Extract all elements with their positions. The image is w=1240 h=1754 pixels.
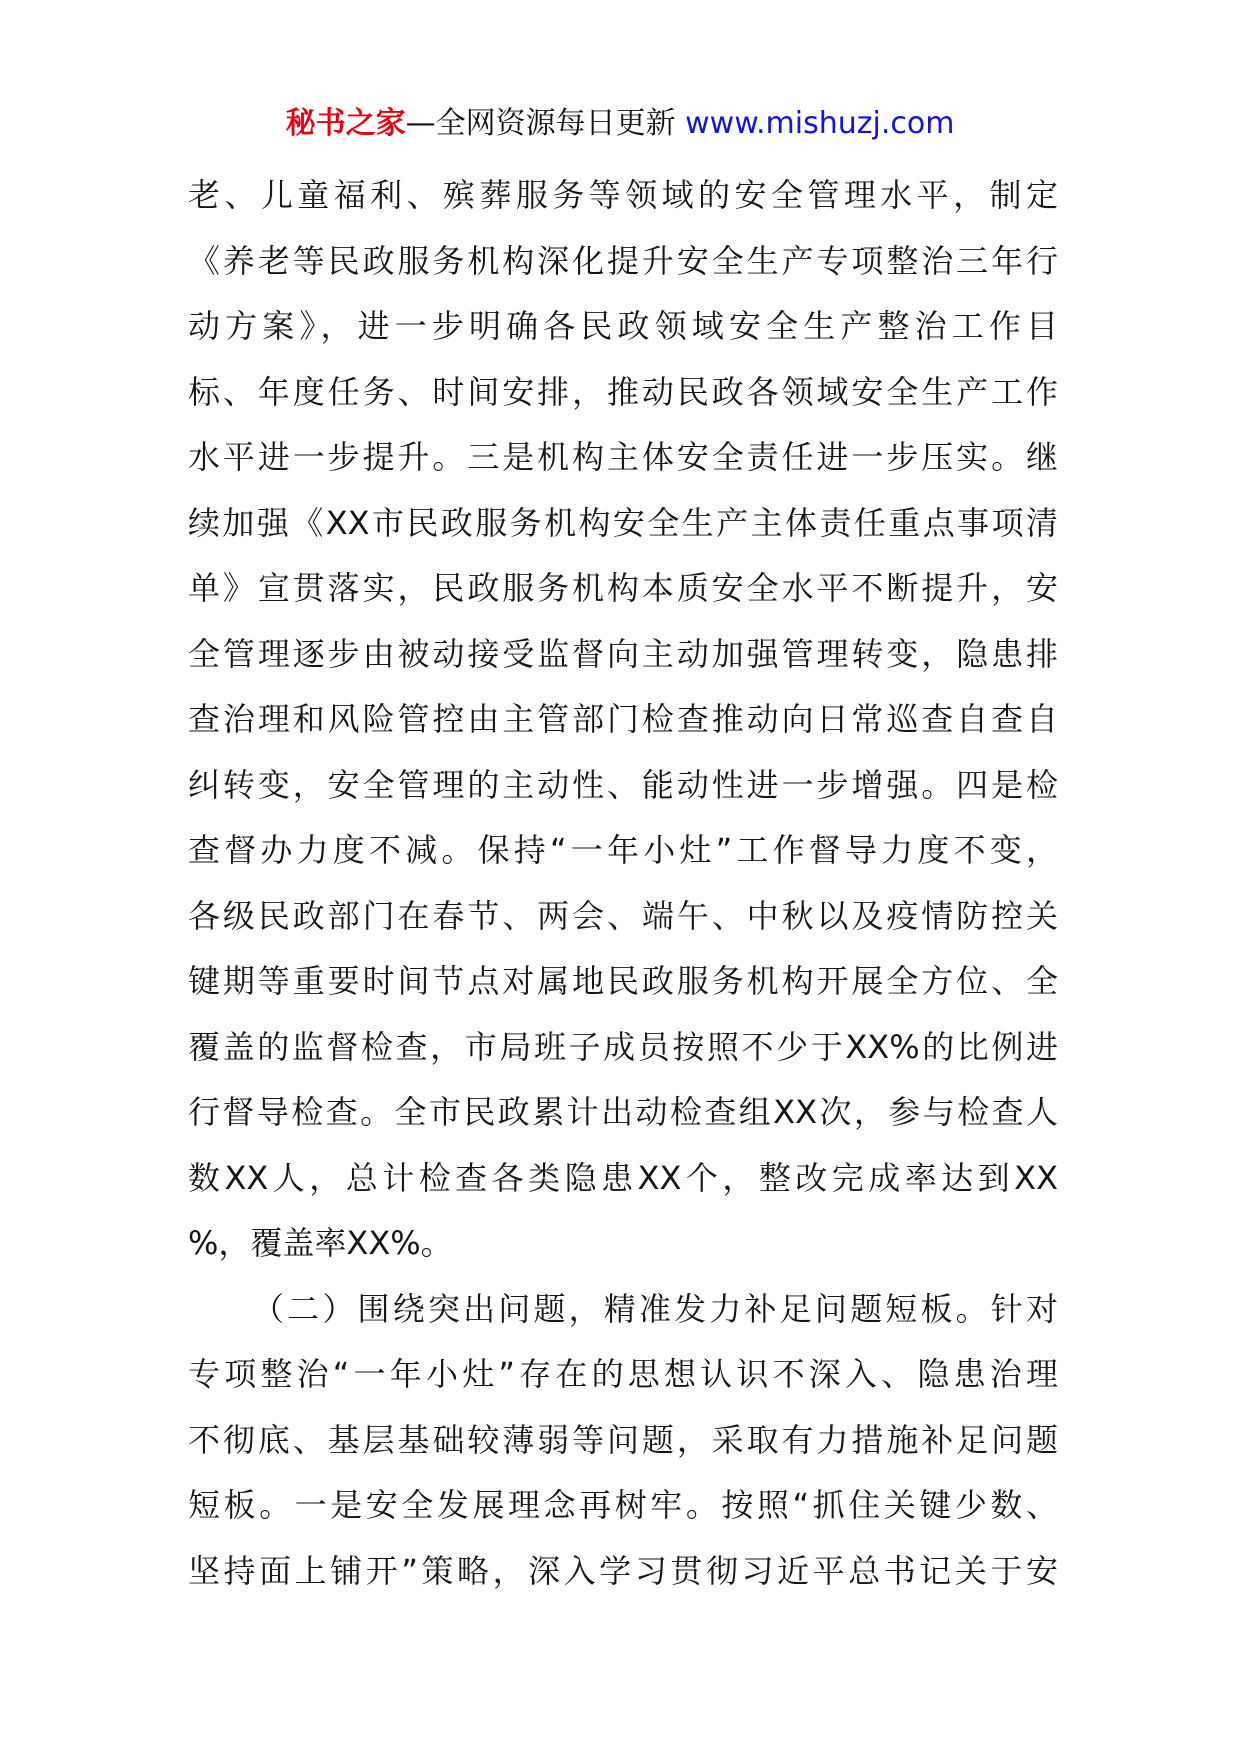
brand-name: 秘书之家 xyxy=(285,106,406,141)
text-line: 键期等重要时间节点对属地民政服务机构开展全方位、全 xyxy=(188,962,1058,1000)
text-line: 标、年度任务、时间安排，推动民政各领域安全生产工作 xyxy=(188,372,1058,411)
text-line: 短板。一是安全发展理念再树牢。按照“抓住关键少数、 xyxy=(188,1486,1058,1524)
text-line: 《养老等民政服务机构深化提升安全生产专项整治三年行 xyxy=(188,241,1058,280)
text-line: 查治理和风险管控由主管部门检查推动向日常巡查自查自 xyxy=(188,700,1058,738)
text-line: 坚持面上铺开”策略，深入学习贯彻习近平总书记关于安 xyxy=(188,1551,1058,1590)
text-line: 数XX人，总计检查各类隐患XX个，整改完成率达到XX xyxy=(188,1158,1058,1197)
text-line: 不彻底、基层基础较薄弱等问题，采取有力措施补足问题 xyxy=(188,1420,1058,1459)
text-line: 纠转变，安全管理的主动性、能动性进一步增强。四是检 xyxy=(188,765,1058,804)
text-line: 单》宣贯落实，民政服务机构本质安全水平不断提升，安 xyxy=(188,569,1058,607)
page-header xyxy=(0,102,1240,146)
text-line: 行督导检查。全市民政累计出动检查组XX次，参与检查人 xyxy=(188,1093,1058,1131)
header-tagline: —全网资源每日更新 xyxy=(405,106,676,141)
website-link[interactable]: www.mishuzj.com xyxy=(685,106,955,141)
text-line: 各级民政部门在春节、两会、端午、中秋以及疫情防控关 xyxy=(188,896,1058,935)
text-line: 水平进一步提升。三是机构主体安全责任进一步压实。继 xyxy=(188,438,1058,476)
document-body xyxy=(188,163,1058,1604)
text-line: 查督办力度不减。保持“一年小灶”工作督导力度不变， xyxy=(188,831,1058,869)
paragraph-end-line: %，覆盖率XX%。 xyxy=(188,1224,453,1262)
text-line: 专项整治“一年小灶”存在的思想认识不深入、隐患治理 xyxy=(188,1355,1058,1393)
section-heading-line: （二）围绕突出问题，精准发力补足问题短板。针对 xyxy=(252,1289,1058,1328)
text-line: 动方案》，进一步明确各民政领域安全生产整治工作目 xyxy=(188,307,1058,345)
text-line: 覆盖的监督检查，市局班子成员按照不少于XX%的比例进 xyxy=(188,1027,1058,1066)
text-line: 续加强《XX市民政服务机构安全生产主体责任重点事项清 xyxy=(188,503,1058,542)
text-line: 全管理逐步由被动接受监督向主动加强管理转变，隐患排 xyxy=(188,634,1058,673)
text-line: 老、儿童福利、殡葬服务等领域的安全管理水平，制定 xyxy=(188,176,1058,214)
